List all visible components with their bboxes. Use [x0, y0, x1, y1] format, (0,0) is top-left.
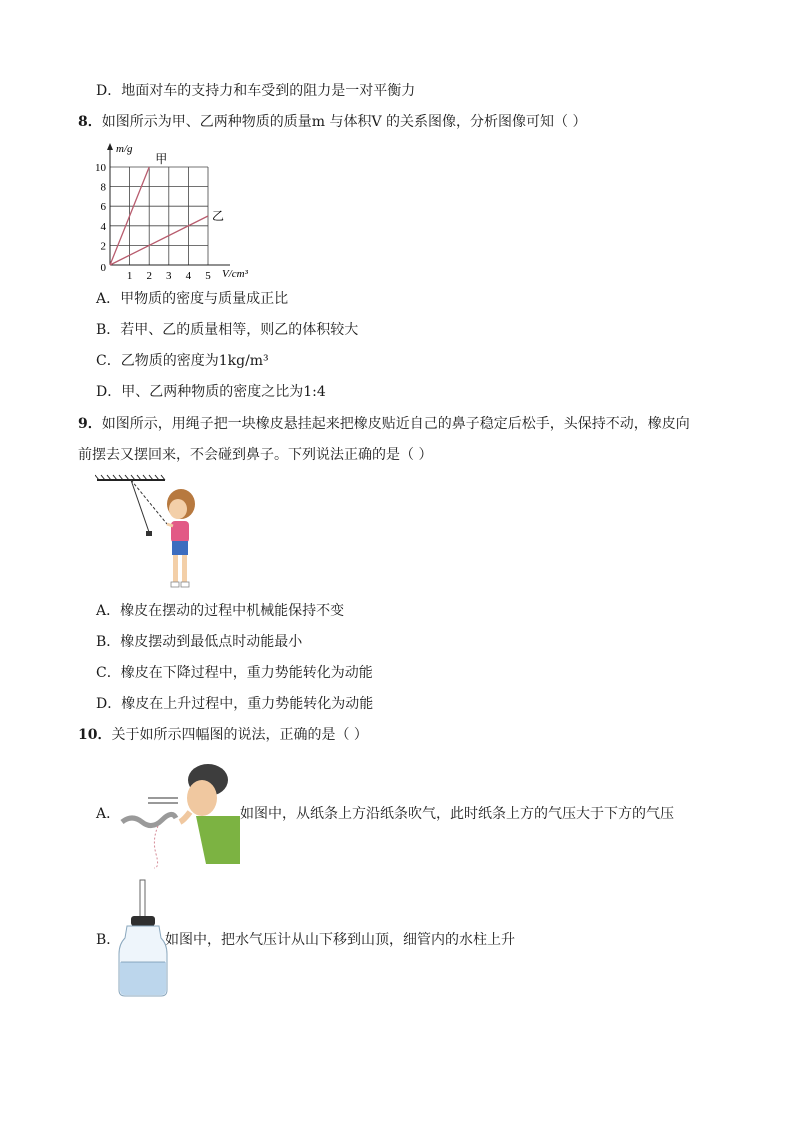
q8-option-a: A．甲物质的密度与质量成正比: [96, 291, 289, 307]
blowing-paper-figure: [118, 760, 240, 872]
q8-stem-text: 如图所示为甲、乙两种物质的质量m 与体积V 的关系图像，分析图像可知（ ）: [101, 114, 587, 130]
y-tick-label: 8: [100, 181, 106, 194]
q10-option-a-label: A．: [96, 806, 121, 822]
q10-stem: [78, 725, 368, 745]
q9-option-b: B．橡皮摆动到最低点时动能最小: [96, 634, 303, 650]
q9-option-a: A．橡皮在摆动的过程中机械能保持不变: [96, 603, 345, 619]
q8-number: 8．: [78, 114, 102, 130]
x-tick-label: 5: [205, 270, 211, 282]
x-tick-label: 1: [126, 270, 133, 282]
q10-option-b-label: B．: [96, 932, 121, 948]
q9-stem-line1: [78, 414, 690, 434]
q8-stem: [78, 112, 586, 132]
series-line: [110, 216, 208, 265]
y-tick-label: 6: [100, 201, 106, 214]
q9-number: 9．: [78, 416, 102, 432]
q7-option-d: D．地面对车的支持力和车受到的阻力是一对平衡力: [96, 83, 416, 99]
x-tick-label: 4: [185, 270, 192, 282]
x-tick-label: 3: [166, 270, 172, 282]
series-label: 甲: [155, 152, 168, 166]
q9-stem-line2: 前摆去又摆回来，不会碰到鼻子。下列说法正确的是（ ）: [78, 447, 433, 463]
pendulum-girl-figure: [95, 474, 205, 594]
water-barometer-figure: [117, 878, 169, 998]
q9-option-c: C．橡皮在下降过程中，重力势能转化为动能: [96, 665, 373, 681]
x-tick-label: 2: [146, 270, 152, 282]
mass-volume-chart: [92, 140, 262, 282]
y-tick-label: 2: [100, 240, 106, 253]
series-label: 乙: [212, 209, 225, 223]
q10-number: 10．: [78, 727, 112, 743]
y-tick-label: 10: [95, 162, 106, 174]
y-axis-label: m/g: [116, 143, 133, 155]
x-axis-label: V/cm³: [222, 268, 248, 280]
y-axis-arrow: [107, 143, 113, 150]
q10-stem-text: 关于如所示四幅图的说法，正确的是（ ）: [111, 727, 368, 743]
y-tick-label: 4: [100, 220, 106, 233]
q8-option-c: C．乙物质的密度为1kg/m³: [96, 353, 269, 369]
q8-option-b: B．若甲、乙的质量相等，则乙的体积较大: [96, 322, 359, 338]
q9-option-d: D．橡皮在上升过程中，重力势能转化为动能: [96, 696, 374, 712]
q8-option-d: D．甲、乙两种物质的密度之比为1:4: [96, 384, 326, 400]
q10-option-b-text: 如图中，把水气压计从山下移到山顶，细管内的水柱上升: [165, 932, 515, 948]
origin-label: 0: [100, 262, 106, 274]
q9-stem-text1: 如图所示，用绳子把一块橡皮悬挂起来把橡皮贴近自己的鼻子稳定后松手，头保持不动，橡皮向: [101, 416, 690, 432]
q10-option-a-text: 如图中，从纸条上方沿纸条吹气，此时纸条上方的气压大于下方的气压: [240, 806, 674, 822]
